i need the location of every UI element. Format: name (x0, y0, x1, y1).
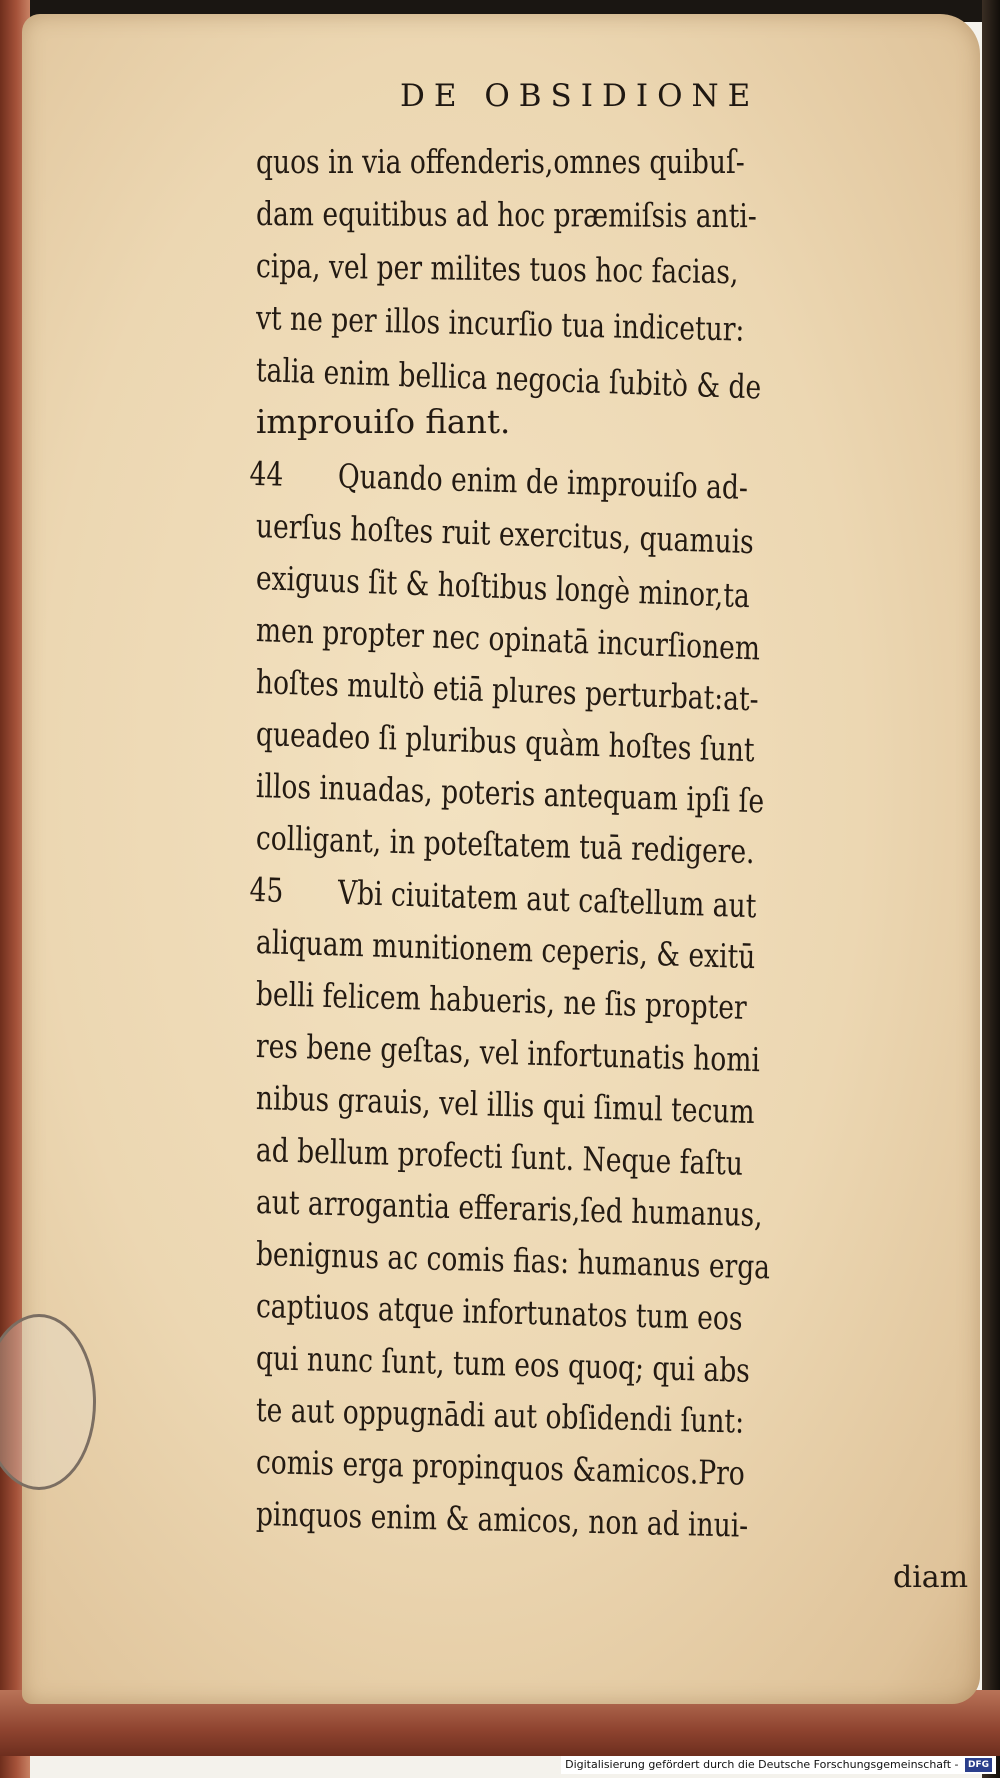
line-text: vt ne per illos incurſio tua indicetur: (255, 298, 745, 349)
line-text: talia enim bellica negocia ſubitò & de (255, 350, 762, 407)
line-text: dam equitibus ad hoc præmiſsis anti- (255, 194, 757, 236)
line-text: captiuos atque infortunatos tum eos (255, 1286, 743, 1338)
line-text: uerſus hoſtes ruit exercitus, quamuis (255, 506, 755, 562)
line-text: quos in via offenderis,omnes quibuſ- (256, 142, 745, 181)
digitization-credit (561, 1756, 996, 1774)
line-text: aliquam munitionem ceperis, & exitū (255, 922, 756, 977)
line-text: aut arrogantia efferaris,ſed humanus, (255, 1182, 763, 1235)
running-head: DE OBSIDIONE (400, 78, 760, 114)
right-background-edge (982, 0, 1000, 1778)
clasp-ring (0, 1314, 96, 1490)
line-text: illos inuadas, poteris antequam ipſi ſe (255, 766, 765, 821)
text-line (256, 188, 831, 242)
line-text: benignus ac comis fias: humanus erga (255, 1234, 771, 1287)
line-text: men propter nec opinatā incurſionem (255, 610, 761, 668)
line-text: comis erga propinquos &amicos.Pro (255, 1442, 746, 1493)
text-line (256, 396, 956, 448)
line-text: res bene geſtas, vel infortunatis homi (255, 1026, 761, 1080)
line-text: ad bellum profecti ſunt. Neque faſtu (255, 1130, 744, 1183)
page-text (249, 136, 971, 1545)
line-text: te aut oppugnādi aut obſidendi ſunt: (255, 1390, 745, 1441)
line-text: nibus grauis, vel illis qui ſimul tecum (255, 1078, 756, 1132)
paragraph-number: 44 (249, 453, 284, 494)
line-text: belli felicem habueris, ne ſis propter (255, 974, 748, 1027)
line-text: queadeo ſi pluribus quàm hoſtes ſunt (255, 714, 755, 770)
line-text: hoſtes multò etiā plures perturbat:at- (255, 662, 760, 719)
line-text: improuiſo fiant. (256, 402, 511, 441)
line-text: Quando enim de improuiſo ad- (337, 456, 749, 507)
line-text: colligant, in poteſtatem tuā redigere. (255, 818, 755, 872)
line-text: cipa, vel per milites tuos hoc facias, (255, 246, 739, 292)
credit-text: Digitalisierung gefördert durch die Deutsche Forschungsgemeinschaft - (565, 1758, 959, 1771)
text-line (256, 240, 831, 299)
line-text: qui nunc ſunt, tum eos quoq; qui abs (255, 1338, 751, 1390)
paragraph-number: 45 (249, 869, 284, 910)
line-text: Vbi ciuitatem aut caſtellum aut (337, 872, 757, 926)
text-line (256, 136, 831, 188)
catchword: diam (893, 1560, 969, 1595)
line-text: pinquos enim & amicos, non ad inui- (255, 1494, 749, 1545)
line-text: exiguus ſit & hoſtibus longè minor,ta (255, 558, 751, 616)
dfg-logo-icon: DFG (965, 1758, 992, 1772)
